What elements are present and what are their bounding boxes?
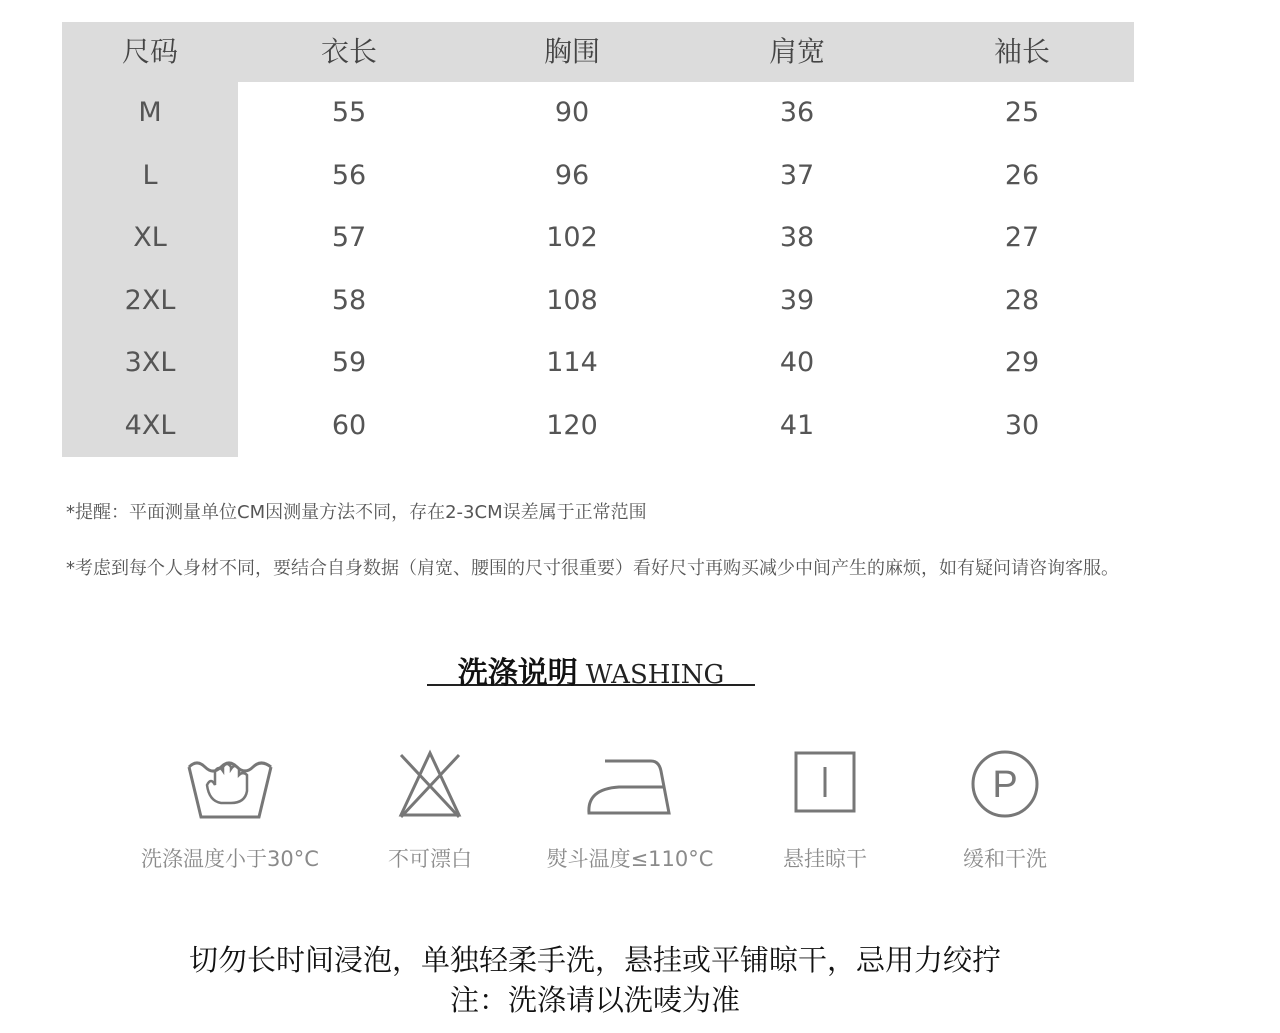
size-cell: 2XL (62, 270, 238, 333)
sleeve-cell: 26 (1004, 159, 1040, 191)
header-length: 衣长 (320, 35, 377, 68)
measurement-note: *提醒：平面测量单位CM因测量方法不同，存在2-3CM误差属于正常范围 (66, 502, 647, 523)
length-cell: 56 (331, 159, 367, 191)
size-table (62, 22, 1134, 457)
care-item (930, 745, 1080, 873)
table-row (62, 82, 1134, 145)
washing-title (427, 648, 755, 691)
size-table-header (62, 22, 1134, 82)
header-size: 尺码 (121, 35, 178, 68)
shoulder-cell: 37 (779, 159, 815, 191)
chest-cell: 102 (546, 222, 598, 253)
sleeve-cell: 27 (1004, 222, 1040, 253)
size-cell: M (62, 82, 238, 145)
chest-cell: 120 (546, 409, 598, 441)
sleeve-cell: 28 (1004, 284, 1040, 316)
table-row (62, 207, 1134, 270)
fit-advice-note: *考虑到每个人身材不同，要结合自身数据（肩宽、腰围的尺寸很重要）看好尺寸再购买减少中间产生的麻烦，如有疑问请咨询客服。 (66, 558, 1119, 579)
care-item (130, 745, 330, 873)
chest-cell: 114 (546, 347, 598, 378)
length-cell: 55 (331, 97, 367, 128)
header-chest: 胸围 (543, 35, 600, 68)
shoulder-cell: 36 (779, 97, 815, 128)
sleeve-cell: 29 (1004, 347, 1040, 378)
care-instruction: 切勿长时间浸泡，单独轻柔手洗，悬挂或平铺晾干，忌用力绞拧 (188, 943, 1001, 977)
sleeve-cell: 30 (1004, 409, 1040, 441)
care-icons (100, 745, 1100, 895)
chest-cell: 90 (554, 97, 590, 128)
table-row (62, 145, 1134, 208)
hang-dry-icon (790, 745, 860, 819)
iron-icon (585, 745, 675, 819)
no-bleach-icon (395, 745, 465, 819)
shoulder-cell: 39 (779, 284, 815, 316)
svg-text:P: P (992, 764, 1018, 806)
care-note: 注：洗涤请以洗唛为准 (449, 983, 740, 1017)
table-row (62, 270, 1134, 333)
care-label: 熨斗温度≤110°C (546, 847, 714, 871)
care-item (530, 745, 730, 873)
care-label: 缓和干洗 (963, 847, 1047, 871)
size-cell: 3XL (62, 332, 238, 395)
size-cell: 4XL (62, 395, 238, 458)
chest-cell: 96 (554, 159, 590, 191)
care-item (360, 745, 500, 873)
chest-cell: 108 (546, 284, 598, 316)
sleeve-cell: 25 (1004, 97, 1040, 128)
header-sleeve: 袖长 (993, 35, 1050, 68)
shoulder-cell: 40 (779, 347, 815, 378)
table-row (62, 395, 1134, 458)
care-label: 不可漂白 (388, 847, 472, 871)
washing-title-cn: 洗涤说明 (457, 656, 578, 691)
length-cell: 59 (331, 347, 367, 378)
dry-clean-p-icon (968, 745, 1042, 819)
care-item (755, 745, 895, 873)
length-cell: 57 (331, 222, 367, 253)
header-shoulder: 肩宽 (768, 35, 825, 68)
care-label: 洗涤温度小于30°C (141, 847, 319, 871)
care-label: 悬挂晾干 (783, 847, 867, 871)
length-cell: 60 (331, 409, 367, 441)
table-row (62, 332, 1134, 395)
shoulder-cell: 41 (779, 409, 815, 441)
size-cell: XL (62, 207, 238, 270)
length-cell: 58 (331, 284, 367, 316)
size-cell: L (62, 145, 238, 208)
washing-title-en: WASHING (585, 660, 725, 690)
hand-wash-icon (185, 745, 275, 819)
shoulder-cell: 38 (779, 222, 815, 253)
